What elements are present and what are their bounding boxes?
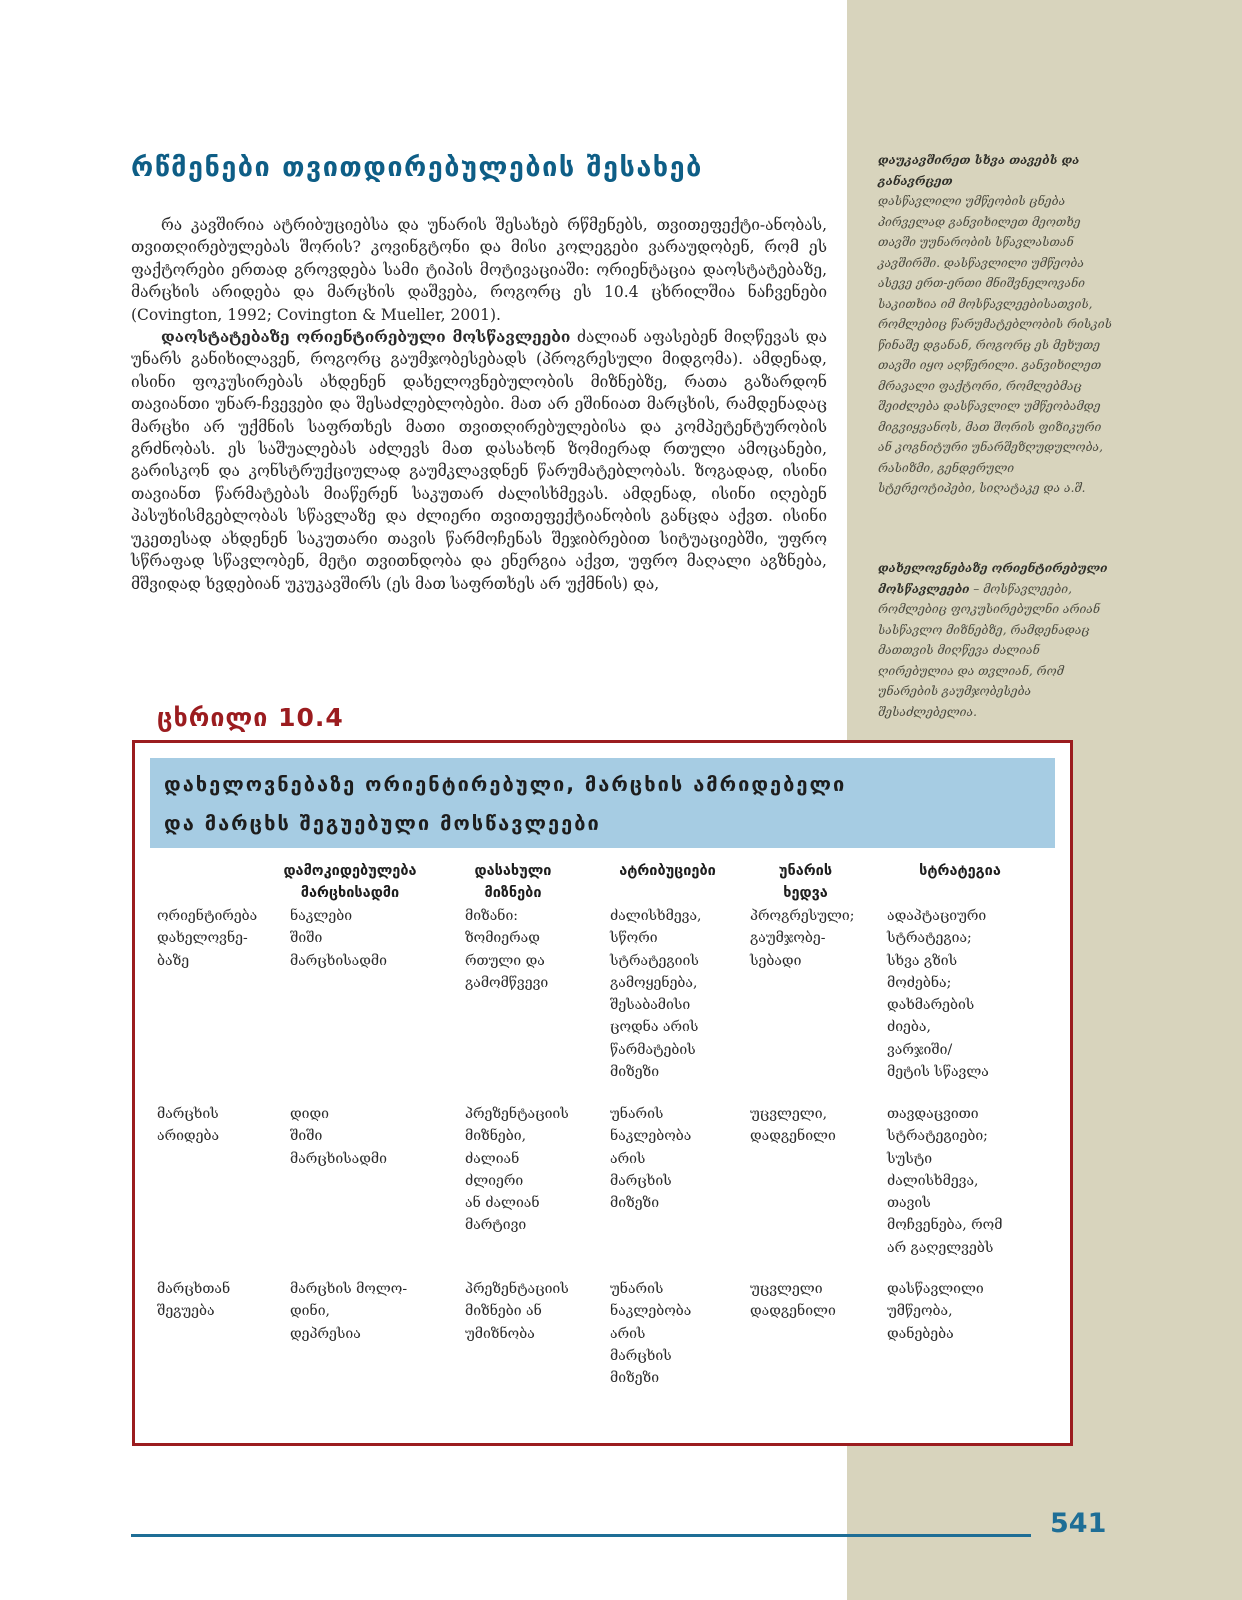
body-text xyxy=(131,214,827,595)
margin-note-definition xyxy=(878,558,1113,722)
row-3-goals: პრეზენტაციის მიზნები ან უმიზნობა xyxy=(465,1281,569,1342)
column-header-attitude: დამოკიდებულება მარცხისადმი xyxy=(283,863,417,901)
row-1-ability-view: პროგრესული; გაუმჯობე- სებადი xyxy=(750,908,855,969)
row-3-attitude: მარცხის მოლო- დინი, დეპრესია xyxy=(290,1281,408,1342)
margin-note-cross-reference xyxy=(878,150,1113,499)
row-1-strategy: ადაპტაციური სტრატეგია; სხვა გზის მოძებნა; დახმარების ძიება, ვარჯიში/ მეტის სწავლა xyxy=(887,908,989,1081)
paragraph-1: რა კავშირია ატრიბუციებსა და უნარის შესახებ რწმენებს, თვითეფექტი-ანობას, თვითღირებულებას შორის? კოვინგტონი და მისი კოლეგები ვარაუდობენ, რომ ეს ფაქტორები ერთად გროვდება სამი ტიპის მოტივაციაში: ორიენტაცია დაოსტატებაზე, მარცხის არიდება და მარცხის დაშვება, როგორც ეს 10.4 ცხრილშია ნაჩვენები (Covington, 1992; Covington & Mueller, 2001). xyxy=(131,216,827,324)
table-title xyxy=(150,758,1055,848)
row-2-ability-view: უცვლელი, დადგენილი xyxy=(750,1106,836,1145)
glossary-term: დახელოვნებაზე ორიენტირებული მოსწავლეები xyxy=(878,561,1108,596)
column-header-goals: დასახული მიზნები xyxy=(474,863,552,901)
row-2-strategy: თავდაცვითი სტრატეგიები; სუსტი ძალისხმევა, თავის მოჩვენება, რომ არ გაღელვებს xyxy=(887,1106,1003,1256)
row-1-attributions: ძალისხმევა, სწორი სტრატეგიის გამოყენება, შესაბამისი ცოდნა არის წარმატების მიზეზი xyxy=(610,908,702,1081)
row-1-attitude: ნაკლები შიში მარცხისადმი xyxy=(290,908,387,969)
table-label: ცხრილი 10.4 xyxy=(157,703,344,732)
row-3-attributions: უნარის ნაკლებობა არის მარცხის მიზეზი xyxy=(610,1281,692,1387)
column-header-attributions: ატრიბუციები xyxy=(619,863,716,879)
row-1-type: ორიენტირება დახელოვნე- ბაზე xyxy=(157,908,258,969)
row-2-type: მარცხის არიდება xyxy=(157,1106,220,1145)
row-3-strategy: დასწავლილი უმწეობა, დანებება xyxy=(887,1281,984,1342)
row-3-ability-view: უცვლელი დადგენილი xyxy=(750,1281,836,1320)
page-number: 541 xyxy=(1050,1508,1107,1539)
row-2-attitude: დიდი შიში მარცხისადმი xyxy=(290,1106,387,1167)
table-10-4 xyxy=(132,740,1073,1446)
table-title-line-1: დახელოვნებაზე ორიენტირებული, მარცხის ამრიდებელი xyxy=(164,772,847,796)
margin-note-body: დასწავლილი უმწეობის ცნება პირველად განვიხილეთ მეოთხე თავში უუნარობის სწავლასთან კავშირში. დასწავლილი უმწეობა ასევე ერთ-ერთი მნიშვნელოვანი საკითხია იმ მოსწავლეებისათვის, რომლებიც წარუმატებლობის რისკის წინაშე დგანან, როგორც ეს მეხუთე თავში იყო აღწერილი. განვიხილეთ მრავალი ფაქტორი, რომლებმაც შეიძლება დასწავლილ უმწეობამდე მიგვიყვანოს, მათ შორის ფიზიკური ან კოგნიტური უნარშეზღუდულობა, რასიზმი, გენდერული სტერეოტიპები, სიღატაკე და ა.შ. xyxy=(878,194,1112,495)
paragraph-2-text: ძალიან აფასებენ მიღწევას და უნარს განიხილავენ, როგორც გაუმჯობესებადს (პროგრესული მიდგომა). ამდენად, ისინი ფოკუსირებას ახდენენ დახელოვნებულობის მიზნებზე, რათა გაზარდონ თავიანთი უნარ-ჩვევები და შესაძლებლობები. მათ არ ეშინიათ მარცხის, რამდენადაც მარცხი არ უქმნის საფრთხეს მათი თვითღირებულებისა და კომპეტენტურობის გრძნობას. ეს საშუალებას აძლევს მათ დასახონ ზომიერად რთული ამოცანები, გარისკონ და კონსტრუქციულად გაუმკლავდნენ წარუმატებლობას. ზოგადად, ისინი თავიანთ წარმატებას მიაწერენ საკუთარ ძალისხმევას. ამდენად, ისინი იღებენ პასუხისმგებლობას სწავლაზე და ძლიერი თვითეფექტიანობის განცდა აქვთ. ისინი უკეთესად ახდენენ საკუთარი თავის წარმოჩენას შეჯიბრებით სიტუაციებში, უფრო სწრაფად სწავლობენ, მეტი თვითნდობა და ენერგია აქვთ, უფრო მაღალი აგზნება, მშვიდად ხვდებიან უკუკავშირს (ეს მათ საფრთხეს არ უქმნის) და, xyxy=(131,328,827,593)
row-2-goals: პრეზენტაციის მიზნები, ძალიან ძლიერი ან ძალიან მარტივი xyxy=(465,1106,569,1234)
table-title-line-2: და მარცხს შეგუებული მოსწავლეები xyxy=(164,811,601,835)
row-3-type: მარცხთან შეგუება xyxy=(157,1281,231,1320)
column-header-ability-view: უნარის ხედვა xyxy=(778,863,833,901)
margin-note-heading: დაუკავშირეთ სხვა თავებს და განავრცეთ xyxy=(878,153,1080,188)
glossary-definition: – მოსწავლეები, რომლებიც ფოკუსირებულნი არიან სასწავლო მიზნებზე, რამდენადაც მათთვის მიღწევა ძალიან ღირებულია და თვლიან, რომ უნარების გაუმჯობესება შესაძლებელია. xyxy=(878,581,1101,719)
row-1-goals: მიზანი: ზომიერად რთული და გამომწვევი xyxy=(465,908,549,991)
section-title: რწმენები თვითდირებულების შესახებ xyxy=(131,152,703,183)
column-header-strategy: სტრატეგია xyxy=(919,863,1001,879)
footer-rule xyxy=(131,1534,1031,1537)
row-2-attributions: უნარის ნაკლებობა არის მარცხის მიზეზი xyxy=(610,1106,692,1212)
paragraph-2 xyxy=(131,326,827,595)
paragraph-2-term: დაოსტატებაზე ორიენტირებული მოსწავლეები xyxy=(161,327,571,347)
